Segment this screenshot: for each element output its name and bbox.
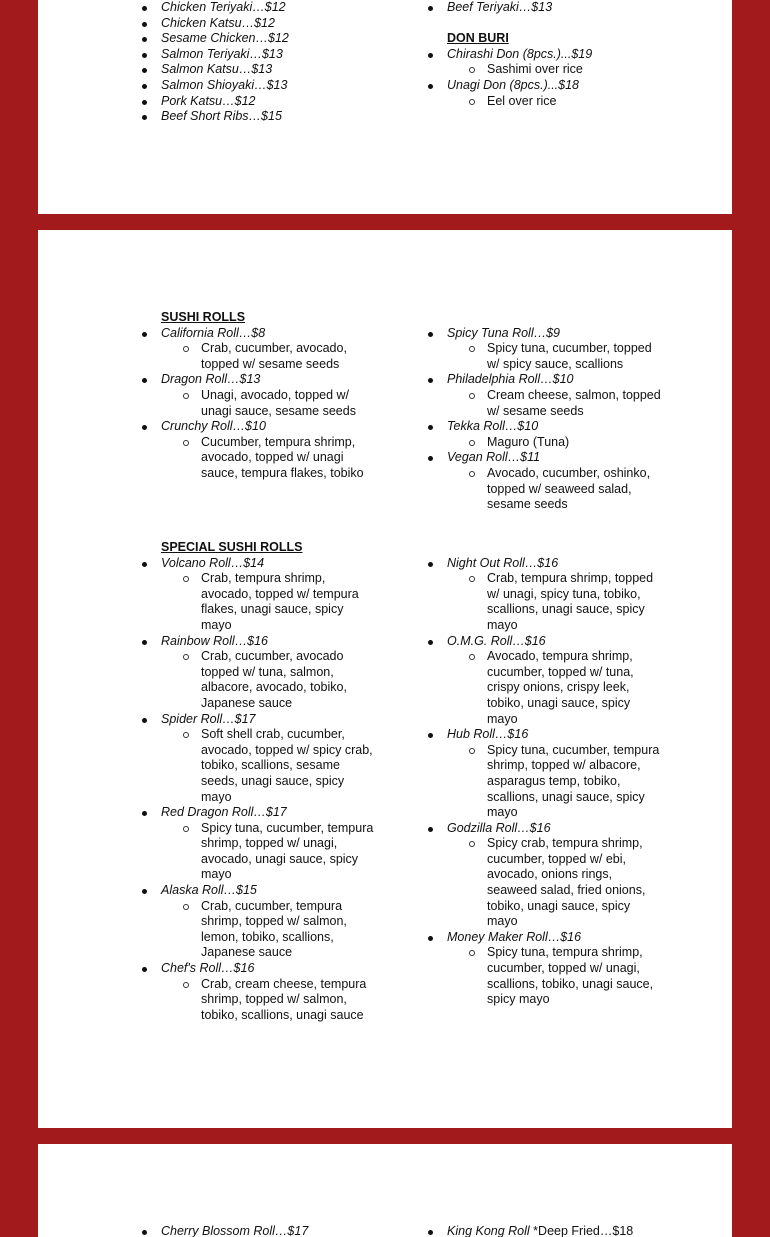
list-item: California Roll…$8 Crab, cucumber, avocado, topped w/ sesame seeds: [140, 326, 400, 373]
list-item: O.M.G. Roll…$16 Avocado, tempura shrimp, cucumber, topped w/ tuna, crispy onions, crispy leek, tobiko, unagi sauce, spicy mayo: [426, 634, 686, 728]
list-item: Unagi Don (8pcs.)...$18 Eel over rice: [426, 78, 686, 109]
item-description: Spicy tuna, cucumber, tempura shrimp, topped w/ albacore, asparagus temp, tobiko, scallions, unagi sauce, spicy mayo: [426, 743, 662, 821]
item-description: Avocado, cucumber, oshinko, topped w/ seaweed salad, sesame seeds: [426, 466, 662, 513]
list-item: Chef's Roll…$16 Crab, cream cheese, tempura shrimp, topped w/ salmon, tobiko, scallions, unagi sauce: [140, 961, 400, 1023]
item-description: Spicy tuna, tempura shrimp, cucumber, topped w/ unagi, scallions, tobiko, unagi sauce, spicy mayo: [426, 945, 662, 1007]
page3-left-list: [140, 1224, 400, 1237]
list-item: Dragon Roll…$13 Unagi, avocado, topped w/ unagi sauce, sesame seeds: [140, 372, 400, 419]
item-description: Unagi, avocado, topped w/ unagi sauce, sesame seeds: [140, 388, 376, 419]
entree-list: [140, 0, 400, 125]
page3-left-column: [140, 1224, 400, 1237]
don-buri-column: [426, 0, 686, 109]
item-description: Eel over rice: [426, 94, 662, 110]
list-item: Rainbow Roll…$16 Crab, cucumber, avocado topped w/ tuna, salmon, albacore, avocado, tobiko, Japanese sauce: [140, 634, 400, 712]
item-description: Crab, tempura shrimp, avocado, topped w/ tempura flakes, unagi sauce, spicy mayo: [140, 571, 376, 633]
list-item: Chicken Teriyaki…$12: [140, 0, 400, 16]
list-item: Cherry Blossom Roll…$17: [140, 1224, 400, 1237]
list-item: Salmon Katsu…$13: [140, 62, 400, 78]
list-item: Spider Roll…$17 Soft shell crab, cucumber, avocado, topped w/ spicy crab, tobiko, scallions, sesame seeds, unagi sauce, spicy mayo: [140, 712, 400, 806]
entree-list-continued: [426, 0, 686, 16]
list-item: Volcano Roll…$14 Crab, tempura shrimp, avocado, topped w/ tempura flakes, unagi sauce, spicy mayo: [140, 556, 400, 634]
list-item: Money Maker Roll…$16 Spicy tuna, tempura shrimp, cucumber, topped w/ unagi, scallions, tobiko, unagi sauce, spicy mayo: [426, 930, 686, 1008]
item-description: Crab, cream cheese, tempura shrimp, topped w/ salmon, tobiko, scallions, unagi sauce: [140, 977, 376, 1024]
sushi-rolls-right-column: [426, 326, 686, 513]
sushi-rolls-left-column: [140, 310, 400, 482]
entrees-column: [140, 0, 400, 125]
list-item: Beef Teriyaki…$13: [426, 0, 686, 16]
item-description: Sashimi over rice: [426, 62, 662, 78]
page3-right-list: [426, 1224, 686, 1237]
menu-page-3: [38, 1144, 732, 1237]
don-buri-list: [426, 47, 686, 109]
special-rolls-right-column: [426, 556, 686, 1008]
list-item: Red Dragon Roll…$17 Spicy tuna, cucumber, tempura shrimp, topped w/ unagi, avocado, unagi sauce, spicy mayo: [140, 805, 400, 883]
item-description: Crab, cucumber, avocado, topped w/ sesame seeds: [140, 341, 376, 372]
item-description: Crab, cucumber, tempura shrimp, topped w/ salmon, lemon, tobiko, scallions, Japanese sauce: [140, 899, 376, 961]
item-description: Cucumber, tempura shrimp, avocado, topped w/ unagi sauce, tempura flakes, tobiko: [140, 435, 376, 482]
item-description: Cream cheese, salmon, topped w/ sesame seeds: [426, 388, 662, 419]
item-description: Spicy tuna, cucumber, tempura shrimp, topped w/ unagi, avocado, unagi sauce, spicy mayo: [140, 821, 376, 883]
list-item: Night Out Roll…$16 Crab, tempura shrimp, topped w/ unagi, spicy tuna, tobiko, scallions, unagi sauce, spicy mayo: [426, 556, 686, 634]
list-item: Tekka Roll…$10 Maguro (Tuna): [426, 419, 686, 450]
special-rolls-left-column: [140, 540, 400, 1023]
item-description: Avocado, tempura shrimp, cucumber, topped w/ tuna, crispy onions, crispy leek, tobiko, unagi sauce, spicy mayo: [426, 649, 662, 727]
section-heading-sushi-rolls: SUSHI ROLLS: [161, 310, 246, 324]
list-item: Chicken Katsu…$12: [140, 16, 400, 32]
special-rolls-list: [140, 556, 400, 1024]
list-item: Vegan Roll…$11 Avocado, cucumber, oshinko, topped w/ seaweed salad, sesame seeds: [426, 450, 686, 512]
item-description: Crab, tempura shrimp, topped w/ unagi, spicy tuna, tobiko, scallions, unagi sauce, spicy mayo: [426, 571, 662, 633]
sushi-rolls-list: [140, 326, 400, 482]
item-description: Soft shell crab, cucumber, avocado, topped w/ spicy crab, tobiko, scallions, sesame seeds, unagi sauce, spicy mayo: [140, 727, 376, 805]
item-description: Maguro (Tuna): [426, 435, 662, 451]
item-description: Spicy crab, tempura shrimp, cucumber, topped w/ ebi, avocado, onions rings, seaweed salad, fried onions, tobiko, unagi sauce, spicy mayo: [426, 836, 662, 930]
list-item: Alaska Roll…$15 Crab, cucumber, tempura shrimp, topped w/ salmon, lemon, tobiko, scallions, Japanese sauce: [140, 883, 400, 961]
special-rolls-list-continued: [426, 556, 686, 1008]
list-item: Hub Roll…$16 Spicy tuna, cucumber, tempura shrimp, topped w/ albacore, asparagus temp, tobiko, scallions, unagi sauce, spicy mayo: [426, 727, 686, 821]
list-item: Pork Katsu…$12: [140, 94, 400, 110]
list-item: Chirashi Don (8pcs.)...$19 Sashimi over rice: [426, 47, 686, 78]
section-heading-don-buri: DON BURI: [447, 31, 509, 46]
list-item: Sesame Chicken…$12: [140, 31, 400, 47]
menu-page-2: [38, 230, 732, 1128]
list-item: Spicy Tuna Roll…$9 Spicy tuna, cucumber, topped w/ spicy sauce, scallions: [426, 326, 686, 373]
list-item: Crunchy Roll…$10 Cucumber, tempura shrimp, avocado, topped w/ unagi sauce, tempura flakes, tobiko: [140, 419, 400, 481]
sushi-rolls-list-continued: [426, 326, 686, 513]
menu-page-1: [38, 0, 732, 214]
list-item: King Kong Roll *Deep Fried…$18: [426, 1224, 686, 1237]
item-description: Spicy tuna, cucumber, topped w/ spicy sauce, scallions: [426, 341, 662, 372]
list-item: Godzilla Roll…$16 Spicy crab, tempura shrimp, cucumber, topped w/ ebi, avocado, onions rings, seaweed salad, fried onions, tobiko, unagi sauce, spicy mayo: [426, 821, 686, 930]
section-heading-special-rolls: SPECIAL SUSHI ROLLS: [161, 540, 303, 554]
list-item: Salmon Shioyaki…$13: [140, 78, 400, 94]
page3-right-column: [426, 1224, 686, 1237]
list-item: Philadelphia Roll…$10 Cream cheese, salmon, topped w/ sesame seeds: [426, 372, 686, 419]
item-description: Crab, cucumber, avocado topped w/ tuna, salmon, albacore, avocado, tobiko, Japanese sauce: [140, 649, 376, 711]
list-item: Beef Short Ribs…$15: [140, 109, 400, 125]
list-item: Salmon Teriyaki…$13: [140, 47, 400, 63]
